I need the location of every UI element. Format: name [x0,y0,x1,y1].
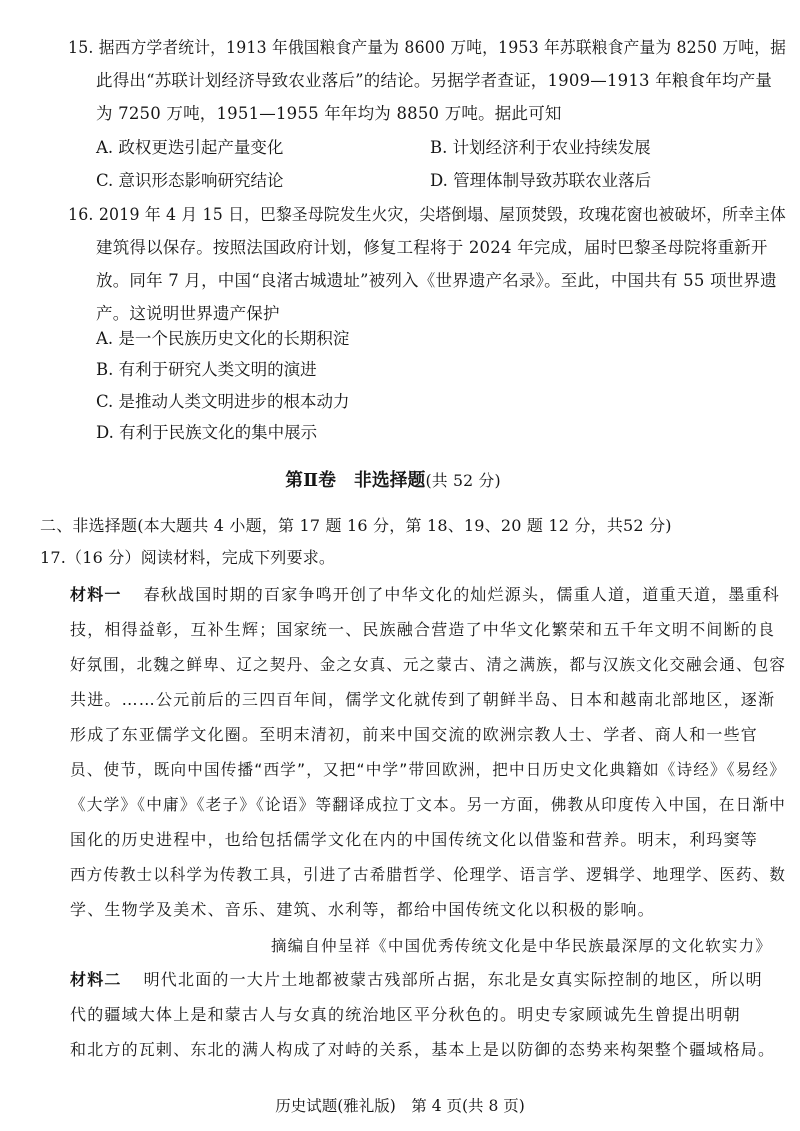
material-2-line-1 [70,969,763,991]
q15-option-a: A. 政权更迭引起产量变化 [96,138,284,157]
material-2-line-2: 代的疆域大体上是和蒙古人与女真的统治地区平分秋色的。明史专家顾诚先生曾提出明朝 [70,1005,741,1024]
material-1-text-1: 春秋战国时期的百家争鸣开创了中华文化的灿烂源头，儒重人道，道重天道，墨重科 [143,585,781,604]
q15-line-1: 15. 据西方学者统计，1913 年俄国粮食产量为 8600 万吨，1953 年苏联粮食产量为 8250 万吨，据 [68,38,787,57]
material-1-line-5: 形成了东亚儒学文化圈。至明末清初，前来中国交流的欧洲宗教人士、学者、商人和一些官 [70,725,759,744]
material-1-line-4: 共进。……公元前后的三四百年间，儒学文化就传到了朝鲜半岛、日本和越南北部地区，逐渐 [70,690,776,709]
q16-line-2: 建筑得以保存。按照法国政府计划，修复工程将于 2024 年完成，届时巴黎圣母院将重新开 [96,238,768,257]
section-title-note: (共 52 分) [425,471,501,490]
material-2-text-1: 明代北面的一大片土地都被蒙古残部所占据，东北是女真实际控制的地区，所以明 [143,970,763,989]
q16-line-1: 16. 2019 年 4 月 15 日，巴黎圣母院发生火灾，尖塔倒塌、屋顶焚毁，玫瑰花窗也被破坏，所幸主体 [68,205,786,224]
q15-line-2: 此得出“苏联计划经济导致农业落后”的结论。另据学者查证，1909—1913 年粮食年均产量 [96,71,773,90]
q16-option-b: B. 有利于研究人类文明的演进 [96,360,317,379]
material-1-line-1 [70,584,780,606]
q15-option-c: C. 意识形态影响研究结论 [96,171,284,190]
q16-option-c: C. 是推动人类文明进步的根本动力 [96,392,350,411]
q16-line-3: 放。同年 7 月，中国“良渚古城遗址”被列入《世界遗产名录》。至此，中国共有 55 项世界遗 [96,271,777,290]
q17-stem: 17.（16 分）阅读材料，完成下列要求。 [40,548,336,567]
section-heading: 二、非选择题(本大题共 4 小题，第 17 题 16 分，第 18、19、20 题 12 分，共52 分) [40,516,672,535]
q16-line-4: 产。这说明世界遗产保护 [96,304,280,323]
q16-option-d: D. 有利于民族文化的集中展示 [96,423,318,442]
q15-option-b: B. 计划经济利于农业持续发展 [430,138,651,157]
q16-option-a: A. 是一个民族历史文化的长期积淀 [96,329,350,348]
material-1-line-2: 技，相得益彰，互补生辉；国家统一、民族融合营造了中华文化繁荣和五千年文明不间断的良 [70,620,776,639]
material-1-line-8: 国化的历史进程中，也给包括儒学文化在内的中国传统文化以借鉴和营养。明末，利玛窦等 [70,830,759,849]
section-title-main: 第Ⅱ卷 非选择题 [285,470,426,491]
material-2-label: 材料二 [70,970,122,989]
material-1-line-6: 员、使节，既向中国传播“西学”，又把“中学”带回欧洲，把中日历史文化典籍如《诗经》《易经》 [70,760,786,779]
material-1-line-10: 学、生物学及美术、音乐、建筑、水利等，都给中国传统文化以积极的影响。 [70,900,655,919]
material-1-source: 摘编自仲呈祥《中国优秀传统文化是中华民族最深厚的文化软实力》 [270,937,772,955]
material-1-label: 材料一 [70,585,122,604]
section-title [0,470,786,492]
material-2-line-3: 和北方的瓦剌、东北的满人构成了对峙的关系，基本上是以防御的态势来构架整个疆域格局。 [70,1040,776,1059]
page-footer: 历史试题(雅礼版) 第 4 页(共 8 页) [275,1097,525,1115]
material-1-line-9: 西方传教士以科学为传教工具，引进了古希腊哲学、伦理学、语言学、逻辑学、地理学、医药、数 [70,865,787,884]
q15-option-d: D. 管理体制导致苏联农业落后 [430,171,652,190]
q15-line-3: 为 7250 万吨，1951—1955 年年均为 8850 万吨。据此可知 [96,104,562,123]
material-1-line-3: 好氛围，北魏之鲜卑、辽之契丹、金之女真、元之蒙古、清之满族，都与汉族文化交融会通、包容 [70,655,787,674]
material-1-line-7: 《大学》《中庸》《老子》《论语》等翻译成拉丁文本。另一方面，佛教从印度传入中国，在日渐中 [70,795,787,814]
